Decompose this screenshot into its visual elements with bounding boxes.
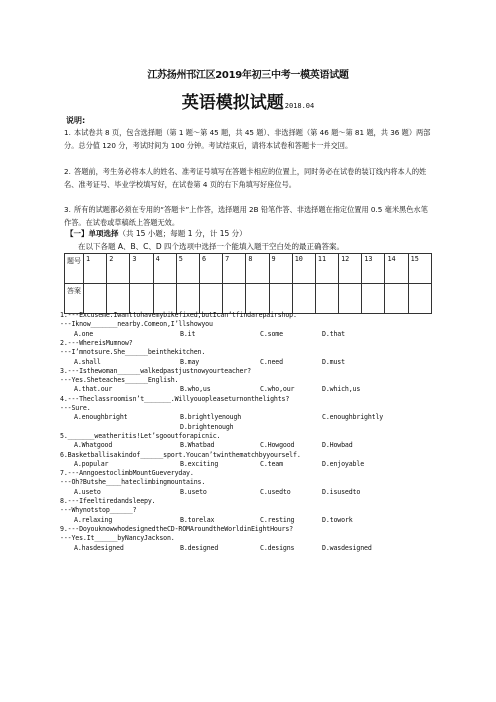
answer-option[interactable]: D.isusedto xyxy=(322,487,361,496)
answer-option[interactable]: D.must xyxy=(322,357,345,366)
question-number-cell: 2 xyxy=(107,254,130,284)
question-number-cell: 3 xyxy=(130,254,153,284)
row-label-number: 题号 xyxy=(65,254,84,284)
answer-cell[interactable] xyxy=(130,284,153,314)
question-line: 5._______weatheritis!Let’sgooutforapicnic. xyxy=(60,431,221,440)
question-line: ---Yes.Sheteaches______English. xyxy=(60,376,179,385)
question-line: ---Iknow_______nearby.Comeon,I’llshowyou xyxy=(60,320,213,329)
note-item: 3. 所有的试题都必须在专用的“答题卡”上作答，选择题用 2B 铅笔作答、非选择题在指定位置用 0.5 毫米黑色水笔作答。在试卷或草稿纸上答题无效。 xyxy=(64,205,428,227)
question-number-cell: 15 xyxy=(408,254,431,284)
answer-cell[interactable] xyxy=(153,284,176,314)
answer-option[interactable]: D.brightenough xyxy=(180,422,234,431)
answer-cell[interactable] xyxy=(84,284,107,314)
question-line: 7.---AnngoestoclimbMountGueveryday. xyxy=(60,469,194,478)
question-number-cell: 7 xyxy=(223,254,246,284)
answer-option[interactable]: B.may xyxy=(180,357,200,366)
answer-cell[interactable] xyxy=(362,284,385,314)
notes-heading: 说明: xyxy=(66,116,86,125)
answer-table-answer-row xyxy=(65,284,432,314)
answer-option[interactable]: D.towork xyxy=(322,515,353,524)
answer-option[interactable]: C.some xyxy=(260,329,283,338)
answer-option[interactable]: B.useto xyxy=(180,487,207,496)
answer-option[interactable]: A.enoughbright xyxy=(74,413,128,422)
question-line: 8.---Ifeeltiredandsleepy. xyxy=(60,497,156,505)
answer-option[interactable]: B.who,us xyxy=(180,385,211,394)
answer-option[interactable]: A.relaxing xyxy=(74,515,113,524)
question-number-cell: 13 xyxy=(362,254,385,284)
answer-option[interactable]: A.hasdesigned xyxy=(74,543,124,552)
answer-table-number-row xyxy=(65,254,432,284)
answer-cell[interactable] xyxy=(385,284,408,314)
question-line: ---Sure. xyxy=(60,404,91,412)
question-number-cell: 9 xyxy=(269,254,292,284)
answer-option[interactable]: A.Whatgood xyxy=(74,441,113,450)
answer-table xyxy=(64,253,432,314)
answer-option[interactable]: B.Whatbad xyxy=(180,441,215,450)
answer-cell[interactable] xyxy=(408,284,431,314)
answer-option[interactable]: B.it xyxy=(180,329,196,338)
question-number-cell: 12 xyxy=(339,254,362,284)
answer-option[interactable]: A.shall xyxy=(74,357,101,366)
question-line: ---I’mnotsure.She______beinthekitchen. xyxy=(60,348,206,357)
answer-cell[interactable] xyxy=(223,284,246,314)
question-line: 6.Basketballisakindof______sport.Youcan’twinthematchbyyourself. xyxy=(60,450,301,459)
question-line: 4.---Theclassroomisn’t_______.Willyouopleaseturnonthelights? xyxy=(60,394,290,403)
section-instruction: 在以下各题 A、B、C、D 四个选项中选择一个能填入题干空白处的最正确答案。 xyxy=(78,242,345,251)
answer-cell[interactable] xyxy=(199,284,222,314)
answer-option[interactable]: A.one xyxy=(74,329,94,338)
question-number-cell: 10 xyxy=(292,254,315,284)
question-line: ---Whynotstop______? xyxy=(60,506,137,515)
row-label-answer: 答案 xyxy=(65,284,84,314)
note-item: 2. 答题前，考生务必将本人的姓名、准考证号填写在答题卡相应的位置上，同时务必在试卷的装订线内将本人的姓名、准考证号、毕业学校填写好，在试卷第 4 页的右下角填写好座位号。 xyxy=(64,167,427,189)
answer-cell[interactable] xyxy=(269,284,292,314)
answer-option[interactable]: B.torelax xyxy=(180,515,215,524)
answer-option[interactable]: A.useto xyxy=(74,487,101,496)
answer-cell[interactable] xyxy=(315,284,338,314)
answer-option[interactable]: C.need xyxy=(260,357,283,366)
exam-title: 江苏扬州邗江区2019年初三中考一模英语试题 xyxy=(147,70,349,81)
answer-cell[interactable] xyxy=(107,284,130,314)
question-number-cell: 1 xyxy=(84,254,107,284)
answer-option[interactable]: D.wasdesigned xyxy=(322,543,372,552)
exam-subtitle xyxy=(0,88,496,113)
answer-cell[interactable] xyxy=(246,284,269,314)
answer-option[interactable]: A.popular xyxy=(74,459,109,468)
answer-option[interactable]: C.team xyxy=(260,459,283,468)
answer-option[interactable]: B.exciting xyxy=(180,459,219,468)
answer-option[interactable]: C.usedto xyxy=(260,487,291,496)
answer-option[interactable]: D.that xyxy=(322,329,345,338)
question-number-cell: 11 xyxy=(315,254,338,284)
note-item: 1. 本试卷共 8 页，包含选择题（第 1 题～第 45 题，共 45 题）、非选择题（第 46 题～第 81 题，共 36 题）两部分。总分值 120 分，考试时间为 100 分钟。考试结束后，请将本试卷和答题卡一并交回。 xyxy=(64,128,431,150)
question-number-cell: 4 xyxy=(153,254,176,284)
question-number-cell: 6 xyxy=(199,254,222,284)
answer-option[interactable]: B.brightlyenough xyxy=(180,413,242,422)
question-number-cell: 14 xyxy=(385,254,408,284)
exam-date: 2018.04 xyxy=(284,102,315,110)
subtitle-text: 英语模拟试题 xyxy=(181,93,284,113)
answer-cell[interactable] xyxy=(176,284,199,314)
answer-option[interactable]: C.resting xyxy=(260,515,295,524)
answer-option[interactable]: D.Howbad xyxy=(322,441,353,450)
answer-option[interactable]: C.enoughbrightly xyxy=(322,413,384,422)
question-line: ---Yes.It______byNancyJackson. xyxy=(60,534,175,543)
answer-option[interactable]: C.Howgood xyxy=(260,441,295,450)
answer-option[interactable]: C.designs xyxy=(260,543,295,552)
question-line: 2.---WhereisMumnow? xyxy=(60,338,133,347)
question-line: 9.---DoyouknowwhodesignedtheCD-ROMAroundtheWorldinEightHours? xyxy=(60,524,294,533)
question-line: 1.---Excuseme.Iwanttohavemybikefixed,butIcan’tfindarepairshop. xyxy=(60,311,297,319)
question-line: 3.---Isthewoman______walkedpastjustnowyourteacher? xyxy=(60,366,251,375)
section-heading: 【一】单项选择（共 15 小题；每题 1 分，计 15 分） xyxy=(66,229,247,238)
answer-option[interactable]: D.which,us xyxy=(322,385,361,394)
answer-cell[interactable] xyxy=(292,284,315,314)
question-line: ---Oh?Butshe____hateclimbingmountains. xyxy=(60,478,206,487)
answer-option[interactable]: D.enjoyable xyxy=(322,459,365,468)
answer-option[interactable]: B.designed xyxy=(180,543,219,552)
question-number-cell: 5 xyxy=(176,254,199,284)
answer-option[interactable]: C.who,our xyxy=(260,385,295,394)
question-number-cell: 8 xyxy=(246,254,269,284)
answer-option[interactable]: A.that.our xyxy=(74,385,113,394)
answer-cell[interactable] xyxy=(339,284,362,314)
